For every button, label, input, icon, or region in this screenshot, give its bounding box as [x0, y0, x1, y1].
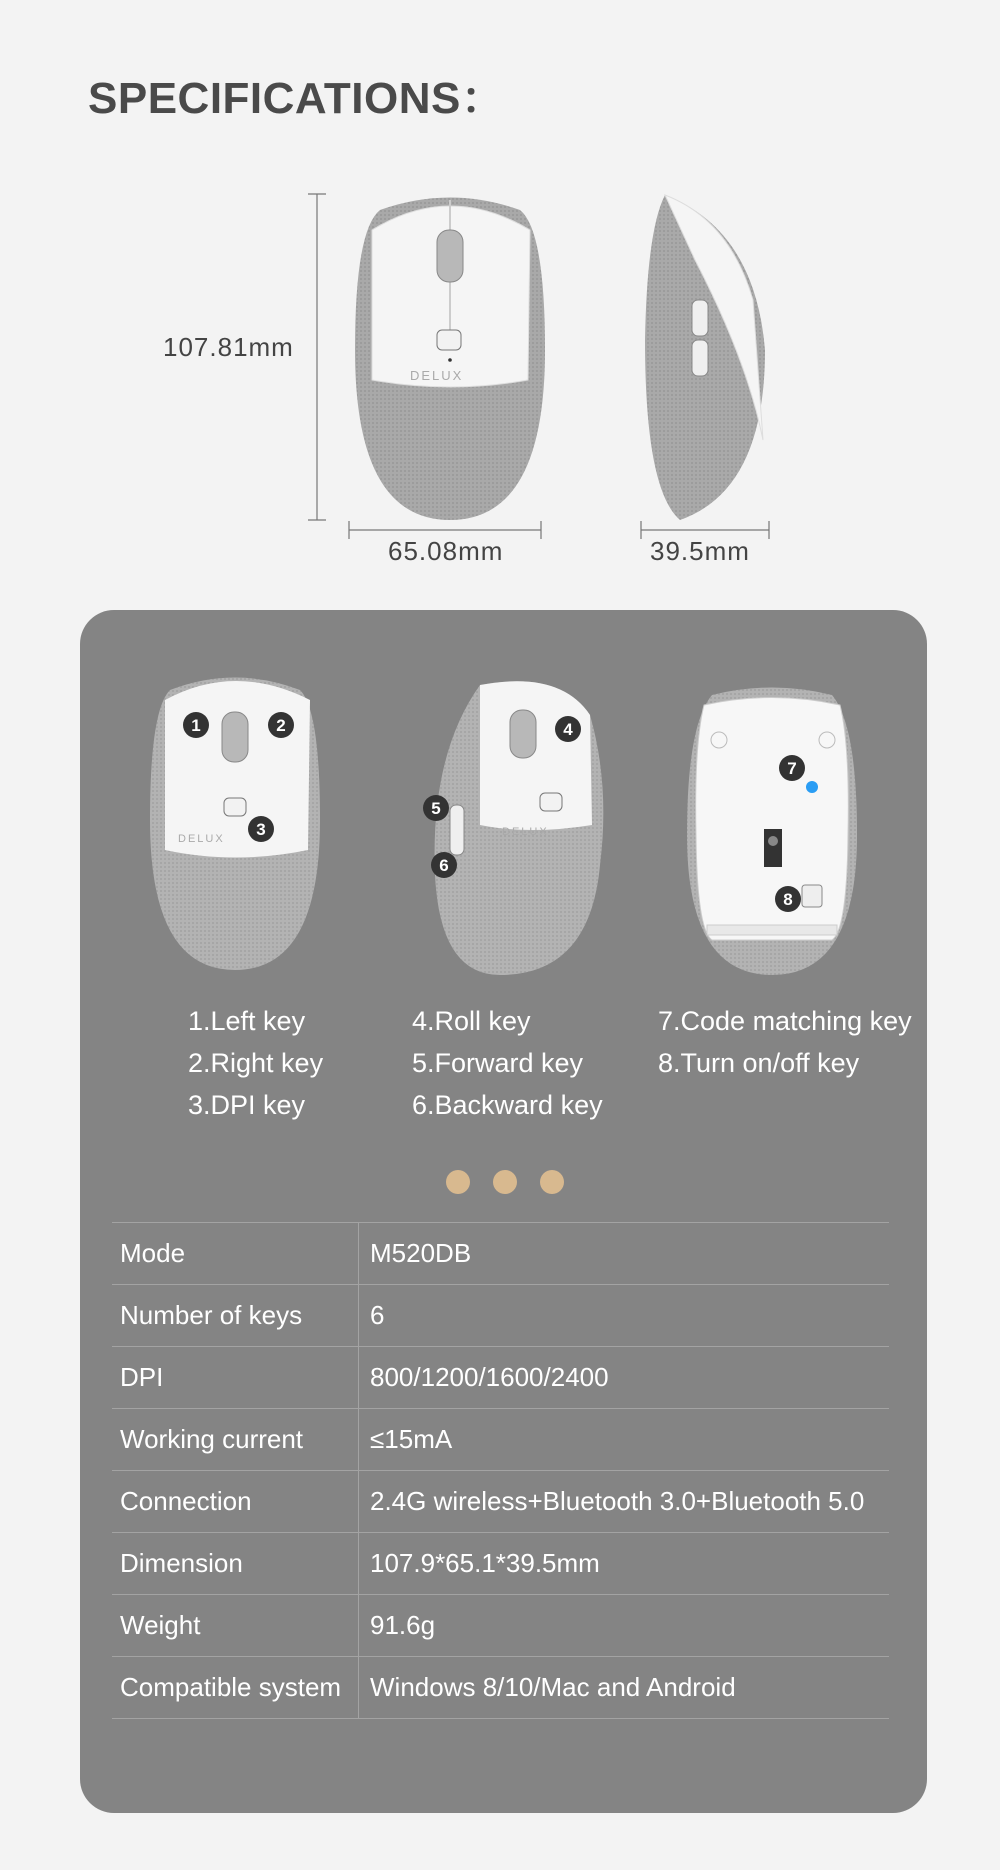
table-row: [112, 1347, 889, 1409]
dot: [493, 1170, 517, 1194]
height-label: 39.5mm: [650, 536, 750, 566]
spec-value: 6: [359, 1285, 890, 1347]
key-legend-item: 1.Left key: [188, 1006, 306, 1036]
page-title: SPECIFICATIONS：: [88, 74, 506, 123]
badge-2: [268, 712, 294, 738]
badge-4: [555, 716, 581, 742]
table-row: [112, 1533, 889, 1595]
key-legend-column-1: [188, 1000, 323, 1126]
brand-logo-text: DELUX: [502, 826, 549, 838]
svg-text:3: 3: [256, 820, 266, 839]
spec-key: Working current: [112, 1409, 359, 1471]
spec-value: M520DB: [359, 1223, 890, 1285]
table-row: [112, 1595, 889, 1657]
spec-key: Mode: [112, 1223, 359, 1285]
svg-text:2: 2: [276, 716, 286, 735]
spec-key: DPI: [112, 1347, 359, 1409]
key-legend-column-2: [412, 1000, 603, 1126]
svg-text:4: 4: [563, 720, 573, 739]
svg-text:7: 7: [787, 759, 797, 778]
key-legend-item: 4.Roll key: [412, 1006, 531, 1036]
brand-logo-text: DELUX: [410, 368, 464, 383]
badge-5: [423, 795, 449, 821]
spec-key: Compatible system: [112, 1657, 359, 1719]
spec-value: 2.4G wireless+Bluetooth 3.0+Bluetooth 5.0: [359, 1471, 890, 1533]
spec-key: Weight: [112, 1595, 359, 1657]
key-legend-item: 7.Code matching key: [658, 1006, 912, 1036]
table-row: [112, 1657, 889, 1719]
badge-3: [248, 816, 274, 842]
key-legend-item: 5.Forward key: [412, 1048, 584, 1078]
key-legend-item: 2.Right key: [188, 1048, 324, 1078]
key-legend-item: 6.Backward key: [412, 1090, 603, 1120]
table-row: [112, 1223, 889, 1285]
spec-key: Dimension: [112, 1533, 359, 1595]
spec-table: [112, 1222, 889, 1719]
spec-key: Number of keys: [112, 1285, 359, 1347]
svg-text:8: 8: [783, 890, 793, 909]
dot: [446, 1170, 470, 1194]
svg-text:1: 1: [191, 716, 201, 735]
spec-value: Windows 8/10/Mac and Android: [359, 1657, 890, 1719]
key-legend-column-3: [658, 1000, 912, 1084]
key-legend-item: 3.DPI key: [188, 1090, 306, 1120]
badge-6: [431, 852, 457, 878]
width-label: 65.08mm: [388, 536, 504, 566]
dot: [540, 1170, 564, 1194]
svg-text:5: 5: [431, 799, 441, 818]
spec-value: 800/1200/1600/2400: [359, 1347, 890, 1409]
spec-value: 91.6g: [359, 1595, 890, 1657]
badge-8: [775, 886, 801, 912]
spec-key: Connection: [112, 1471, 359, 1533]
table-row: [112, 1285, 889, 1347]
key-legend-item: 8.Turn on/off key: [658, 1048, 860, 1078]
length-label: 107.81mm: [163, 332, 294, 362]
svg-text:6: 6: [439, 856, 449, 875]
table-row: [112, 1409, 889, 1471]
badge-1: [183, 712, 209, 738]
spec-value: ≤15mA: [359, 1409, 890, 1471]
spec-value: 107.9*65.1*39.5mm: [359, 1533, 890, 1595]
table-row: [112, 1471, 889, 1533]
brand-logo-text: DELUX: [178, 833, 225, 845]
badge-7: [779, 755, 805, 781]
